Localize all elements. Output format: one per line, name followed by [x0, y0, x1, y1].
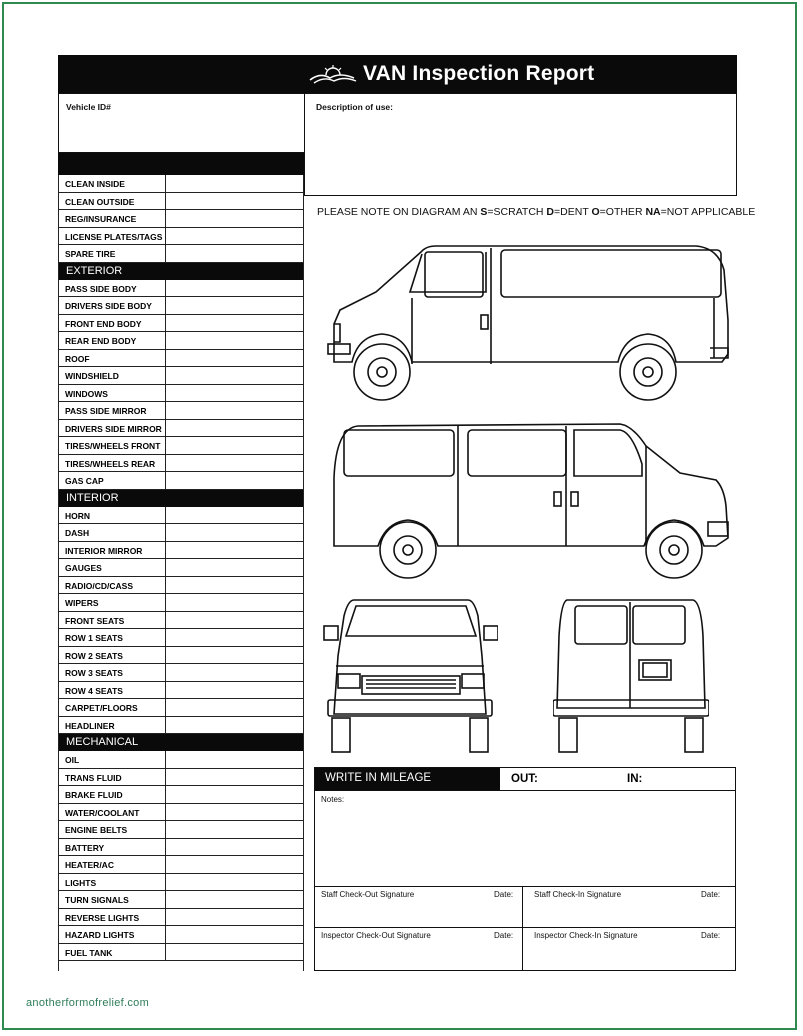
checklist-status-cell[interactable] [165, 437, 166, 454]
checklist-status-cell[interactable] [165, 350, 166, 367]
checklist-status-cell[interactable] [165, 891, 166, 908]
checklist-row[interactable] [58, 769, 304, 787]
inspector-checkout-signature-field[interactable]: Inspector Check-Out Signature [321, 931, 431, 940]
checklist-item-label: BRAKE FLUID [65, 790, 123, 800]
checklist-status-cell[interactable] [165, 804, 166, 821]
checklist-status-cell[interactable] [165, 612, 166, 629]
mileage-title-bar: WRITE IN MILEAGE [315, 768, 500, 790]
checklist-status-cell[interactable] [165, 228, 166, 245]
checklist-status-cell[interactable] [165, 367, 166, 384]
checklist-status-cell[interactable] [165, 682, 166, 699]
checklist-item-label: INTERIOR MIRROR [65, 545, 143, 556]
checklist-status-cell[interactable] [165, 594, 166, 611]
inspector-checkin-date[interactable]: Date: [701, 931, 721, 940]
checklist-item-label: ROOF [65, 353, 90, 364]
checklist-item-label: HEATER/AC [65, 860, 114, 870]
checklist-row[interactable] [58, 839, 304, 857]
checklist-item-label: HEADLINER [65, 720, 115, 731]
checklist-item-label: ROW 4 SEATS [65, 685, 123, 696]
checklist-item-label: SPARE TIRE [65, 249, 116, 259]
inspector-checkin-signature-field[interactable]: Inspector Check-In Signature [534, 931, 638, 940]
checklist-item-label: ROW 1 SEATS [65, 633, 123, 643]
checklist-item-label: FRONT END BODY [65, 318, 142, 329]
checklist-item-label: FRONT SEATS [65, 615, 125, 626]
checklist-status-cell[interactable] [165, 559, 166, 576]
checklist-status-cell[interactable] [165, 874, 166, 891]
checklist-item-label: BATTERY [65, 842, 105, 853]
checklist-item-label: TIRES/WHEELS REAR [65, 458, 156, 469]
checklist-status-cell[interactable] [165, 455, 166, 472]
checklist-item-label: GAUGES [65, 563, 102, 573]
checklist-status-cell[interactable] [165, 926, 166, 943]
mileage-in-field[interactable]: IN: [627, 773, 643, 785]
page-title: VAN Inspection Report [363, 62, 595, 85]
mileage-out-field[interactable]: OUT: [511, 773, 538, 785]
checklist-status-cell[interactable] [165, 839, 166, 856]
checklist-status-cell[interactable] [165, 629, 166, 646]
checklist-row[interactable] [58, 786, 304, 804]
checklist-row[interactable] [58, 944, 304, 962]
checklist-section-header: EXTERIOR [58, 263, 304, 280]
checklist-row[interactable] [58, 210, 304, 228]
description-field[interactable] [304, 93, 737, 196]
checklist-row[interactable] [58, 542, 304, 560]
checklist-item-label: WATER/COOLANT [65, 807, 140, 818]
checklist-row[interactable] [58, 193, 304, 211]
checklist-status-cell[interactable] [165, 909, 166, 926]
checklist-row[interactable] [58, 699, 304, 717]
checklist-top-bar [58, 153, 304, 175]
checklist-status-cell[interactable] [165, 245, 166, 262]
diagram-legend: PLEASE NOTE ON DIAGRAM AN S=SCRATCH D=DENT O=OTHER NA=NOT APPLICABLE [317, 206, 756, 218]
checklist-item-label: CARPET/FLOORS [65, 703, 138, 713]
checklist-row[interactable] [58, 664, 304, 682]
checklist-status-cell[interactable] [165, 315, 166, 332]
checklist-status-cell[interactable] [165, 507, 166, 524]
checklist-item-label: WIPERS [65, 598, 99, 608]
checklist-status-cell[interactable] [165, 332, 166, 349]
checklist-row[interactable] [58, 280, 304, 298]
checklist-status-cell[interactable] [165, 856, 166, 873]
staff-checkout-signature-field[interactable]: Staff Check-Out Signature [321, 890, 415, 899]
checklist-item-label: REVERSE LIGHTS [65, 912, 140, 923]
checklist-row[interactable] [58, 856, 304, 874]
checklist-section-header: INTERIOR [58, 490, 304, 507]
checklist-item-label: WINDSHIELD [65, 371, 119, 381]
checklist-status-cell[interactable] [165, 175, 166, 192]
mileage-signature-box [314, 767, 736, 971]
checklist-item-label: HAZARD LIGHTS [65, 930, 135, 940]
checklist-item-label: ENGINE BELTS [65, 825, 128, 835]
van-rear-diagram[interactable] [553, 596, 709, 756]
checklist-status-cell[interactable] [165, 472, 166, 489]
checklist-status-cell[interactable] [165, 542, 166, 559]
checklist-status-cell[interactable] [165, 524, 166, 541]
checklist-status-cell[interactable] [165, 786, 166, 803]
inspector-checkout-date[interactable]: Date: [494, 931, 514, 940]
checklist-row[interactable] [58, 682, 304, 700]
checklist-item-label: TRANS FLUID [65, 772, 122, 783]
checklist-item-label: CLEAN OUTSIDE [65, 196, 135, 207]
checklist-row[interactable] [58, 926, 304, 944]
checklist-item-label: DRIVERS SIDE BODY [65, 301, 152, 311]
checklist-row[interactable] [58, 420, 304, 438]
checklist-section-header: MECHANICAL [58, 734, 304, 751]
checklist-row[interactable] [58, 647, 304, 665]
checklist-row[interactable] [58, 612, 304, 630]
checklist-row[interactable] [58, 228, 304, 246]
vehicle-id-field[interactable] [58, 93, 305, 153]
checklist-item-label: TURN SIGNALS [65, 895, 129, 905]
checklist-status-cell[interactable] [165, 699, 166, 716]
checklist-row[interactable] [58, 402, 304, 420]
checklist-item-label: LICENSE PLATES/TAGS [65, 231, 163, 242]
van-front-diagram[interactable] [322, 596, 498, 756]
checklist-status-cell[interactable] [165, 944, 166, 961]
staff-checkout-date[interactable]: Date: [494, 890, 514, 899]
checklist-item-label: WINDOWS [65, 388, 108, 399]
checklist-item-label: DASH [65, 528, 90, 538]
checklist-row[interactable] [58, 367, 304, 385]
checklist-status-cell[interactable] [165, 280, 166, 297]
checklist-row[interactable] [58, 385, 304, 403]
checklist-row[interactable] [58, 245, 304, 263]
checklist-item-label: DRIVERS SIDE MIRROR [65, 423, 162, 434]
checklist-row[interactable] [58, 455, 304, 473]
notes-label: Notes: [321, 795, 345, 804]
checklist-item-label: PASS SIDE BODY [65, 283, 137, 294]
checklist-row[interactable] [58, 629, 304, 647]
checklist-row[interactable] [58, 891, 304, 909]
checklist-item-label: TIRES/WHEELS FRONT [65, 441, 161, 451]
checklist-row[interactable] [58, 594, 304, 612]
checklist-status-cell[interactable] [165, 751, 166, 768]
checklist-item-label: REAR END BODY [65, 336, 137, 346]
checklist-row[interactable] [58, 804, 304, 822]
checklist-row[interactable] [58, 524, 304, 542]
checklist-row[interactable] [58, 297, 304, 315]
checklist-status-cell[interactable] [165, 193, 166, 210]
checklist-item-label: LIGHTS [65, 877, 97, 888]
checklist-row[interactable] [58, 472, 304, 490]
checklist-row[interactable] [58, 332, 304, 350]
checklist-item-label: FUEL TANK [65, 947, 113, 958]
checklist-row[interactable] [58, 874, 304, 892]
checklist-status-cell[interactable] [165, 297, 166, 314]
checklist-status-cell[interactable] [165, 769, 166, 786]
checklist-item-label: RADIO/CD/CASS [65, 580, 134, 591]
checklist-item-label: ROW 2 SEATS [65, 650, 123, 661]
checklist-status-cell[interactable] [165, 385, 166, 402]
checklist-item-label: OIL [65, 755, 80, 765]
report-header [58, 55, 737, 93]
checklist-row[interactable] [58, 507, 304, 525]
checklist-item-label: REG/INSURANCE [65, 214, 137, 224]
vehicle-id-label: Vehicle ID# [66, 102, 111, 112]
van-driver-side-diagram[interactable] [328, 418, 732, 583]
van-passenger-side-diagram[interactable] [326, 240, 734, 405]
checklist-row[interactable] [58, 717, 304, 735]
sun-logo-icon [308, 64, 358, 84]
staff-checkin-date[interactable]: Date: [701, 890, 721, 899]
checklist-item-label: PASS SIDE MIRROR [65, 406, 147, 416]
checklist-status-cell[interactable] [165, 717, 166, 734]
checklist-row[interactable] [58, 175, 304, 193]
checklist-item-label: GAS CAP [65, 476, 104, 486]
staff-checkin-signature-field[interactable]: Staff Check-In Signature [534, 890, 622, 899]
checklist-item-label: CLEAN INSIDE [65, 179, 125, 189]
checklist-status-cell[interactable] [165, 577, 166, 594]
checklist-row[interactable] [58, 315, 304, 333]
checklist-row[interactable] [58, 909, 304, 927]
description-label: Description of use: [316, 102, 393, 112]
checklist-row[interactable] [58, 350, 304, 368]
checklist-status-cell[interactable] [165, 402, 166, 419]
checklist-status-cell[interactable] [165, 664, 166, 681]
checklist-row[interactable] [58, 437, 304, 455]
checklist-status-cell[interactable] [165, 821, 166, 838]
checklist-item-label: HORN [65, 510, 91, 521]
checklist-row[interactable] [58, 751, 304, 769]
watermark-link: anotherformofrelief.com [26, 997, 150, 1009]
checklist-item-label: ROW 3 SEATS [65, 668, 123, 678]
checklist-status-cell[interactable] [165, 210, 166, 227]
checklist-status-cell[interactable] [165, 420, 166, 437]
checklist-row[interactable] [58, 821, 304, 839]
checklist-row[interactable] [58, 559, 304, 577]
checklist-row[interactable] [58, 577, 304, 595]
checklist-status-cell[interactable] [165, 647, 166, 664]
